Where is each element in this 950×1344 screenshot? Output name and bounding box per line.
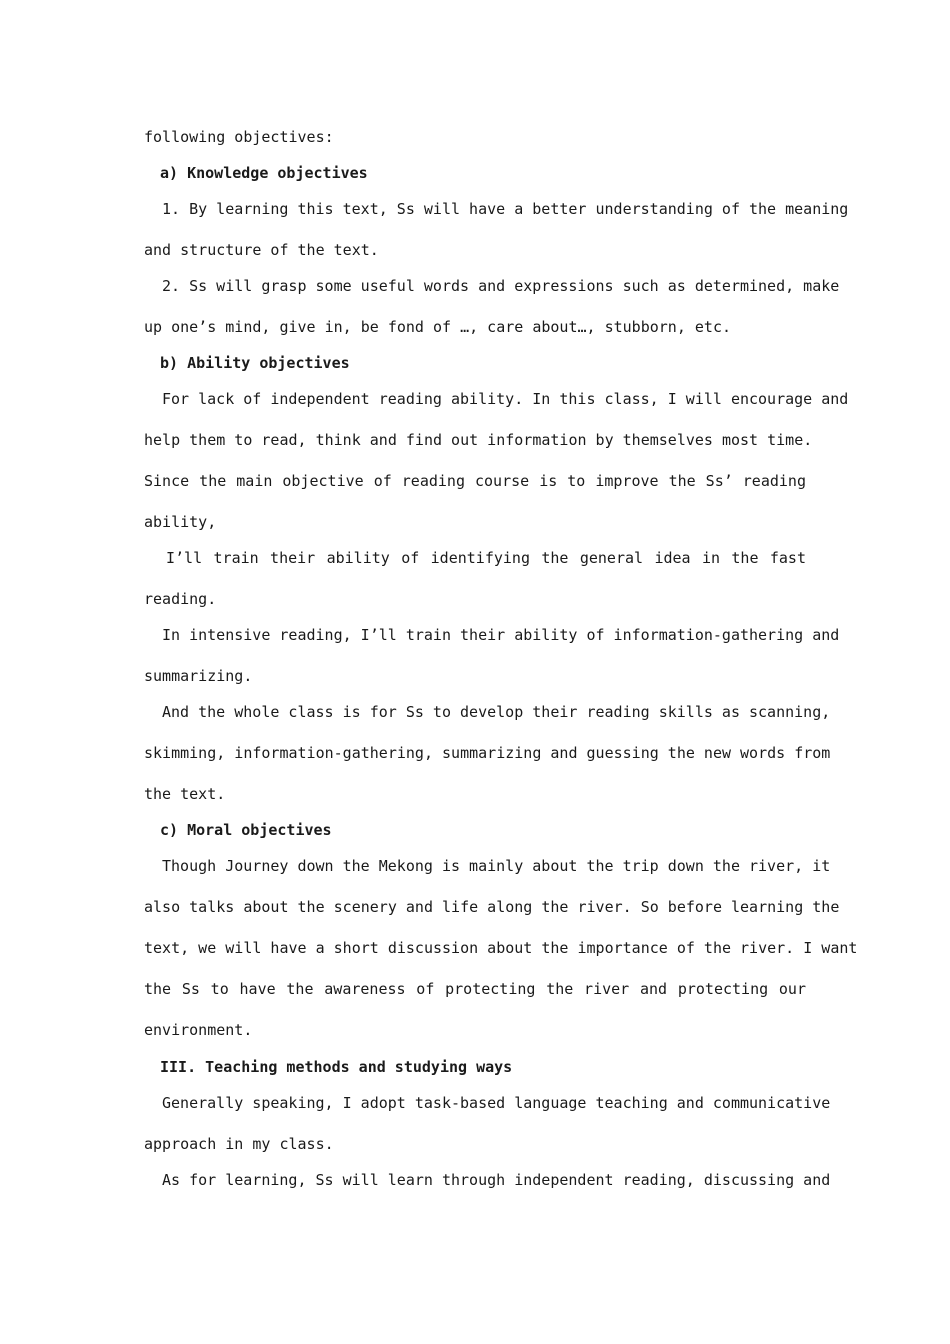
text-line: up one’s mind, give in, be fond of …, care about…, stubborn, etc.	[144, 318, 731, 336]
text-line: summarizing.	[144, 667, 253, 685]
text-line: the Ss to have the awareness of protecting the river and protecting our	[144, 980, 806, 998]
text-line: environment.	[144, 1021, 253, 1039]
section-heading-knowledge: a) Knowledge objectives	[160, 164, 368, 182]
text-line: As for learning, Ss will learn through independent reading, discussing and	[162, 1171, 831, 1189]
text-line: Though Journey down the Mekong is mainly about the trip down the river, it	[162, 857, 831, 875]
text-line: For lack of independent reading ability. In this class, I will encourage and	[162, 390, 849, 408]
section-heading-moral: c) Moral objectives	[160, 821, 332, 839]
text-line: also talks about the scenery and life along the river. So before learning the	[144, 898, 840, 916]
text-line: reading.	[144, 590, 217, 608]
text-line: skimming, information-gathering, summarizing and guessing the new words from	[144, 744, 831, 762]
text-line: Since the main objective of reading course is to improve the Ss’ reading	[144, 472, 806, 490]
text-line: approach in my class.	[144, 1135, 334, 1153]
text-line: help them to read, think and find out information by themselves most time.	[144, 431, 813, 449]
section-heading-ability: b) Ability objectives	[160, 354, 350, 372]
text-line: 2. Ss will grasp some useful words and expressions such as determined, make	[162, 277, 840, 295]
text-line: And the whole class is for Ss to develop their reading skills as scanning,	[162, 703, 831, 721]
section-heading-methods: III. Teaching methods and studying ways	[160, 1058, 513, 1076]
text-line: In intensive reading, I’ll train their ability of information-gathering and	[162, 626, 840, 644]
text-line: text, we will have a short discussion about the importance of the river. I want	[144, 939, 858, 957]
text-line: ability,	[144, 513, 217, 531]
text-line: and structure of the text.	[144, 241, 379, 259]
text-line: Generally speaking, I adopt task-based language teaching and communicative	[162, 1094, 831, 1112]
text-line: the text.	[144, 785, 226, 803]
text-line: I’ll train their ability of identifying the general idea in the fast	[166, 549, 806, 567]
text-line: 1. By learning this text, Ss will have a better understanding of the meaning	[162, 200, 849, 218]
text-line: following objectives:	[144, 128, 334, 146]
